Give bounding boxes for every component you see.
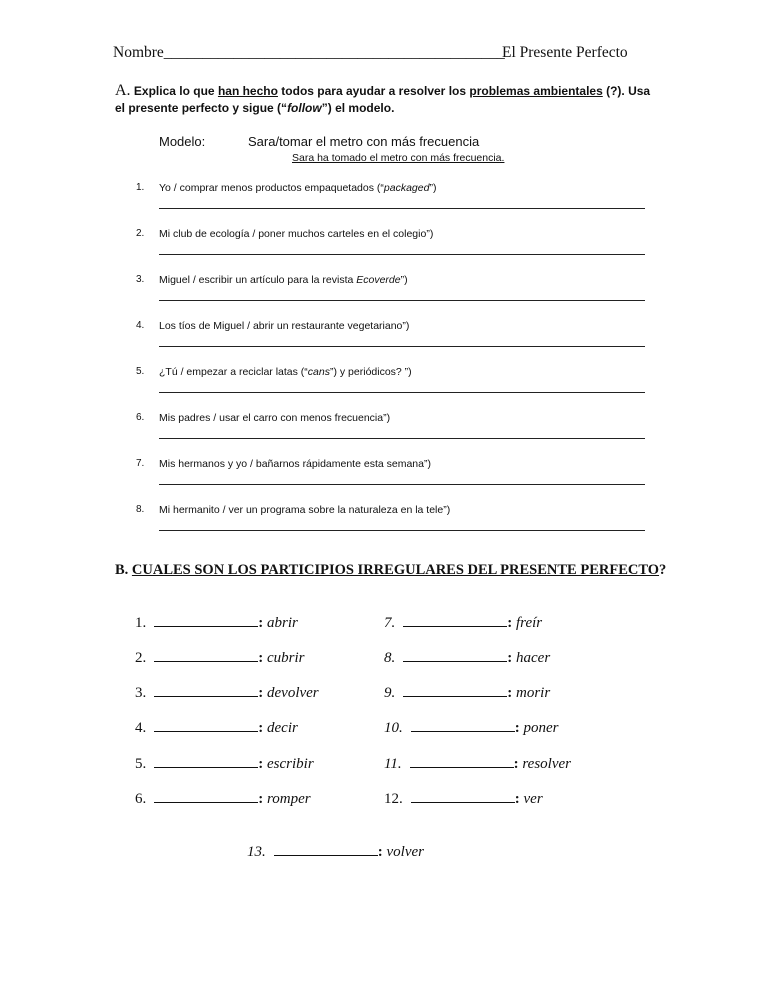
participle-item [384, 614, 542, 632]
name-label: Nombre [113, 44, 164, 61]
instr-italic-text: follow [287, 101, 322, 115]
participle-item [135, 684, 319, 702]
answer-line[interactable] [159, 300, 645, 301]
item-text: Mi club de ecología / poner muchos carteles en el colegio”) [159, 228, 434, 240]
verb-infinitive: ver [523, 791, 543, 807]
participle-blank[interactable] [154, 684, 258, 697]
item-text: Mis hermanos y yo / bañarnos rápidamente esta semana”) [159, 458, 431, 470]
colon: : [258, 685, 264, 701]
section-b-letter: B. [115, 562, 132, 578]
participle-number: 7. [384, 615, 396, 631]
colon: : [258, 791, 264, 807]
participle-blank[interactable] [403, 614, 507, 627]
item-number: 7. [136, 458, 145, 469]
name-field[interactable] [113, 44, 505, 62]
instr-underlined-text: han hecho [217, 84, 278, 98]
item-number: 1. [136, 182, 145, 193]
colon: : [258, 615, 264, 631]
answer-line[interactable] [159, 438, 645, 439]
section-b-heading: CUALES SON LOS PARTICIPIOS IRREGULARES DEL PRESENTE PERFECTO [131, 562, 660, 578]
participle-blank[interactable] [410, 755, 514, 768]
participle-blank[interactable] [411, 719, 515, 732]
colon: : [258, 756, 264, 772]
participle-item [135, 719, 298, 737]
verb-infinitive: cubrir [267, 650, 305, 666]
item-text: ¿Tú / empezar a reciclar latas (“ [159, 366, 308, 378]
participle-blank[interactable] [411, 790, 515, 803]
participle-blank[interactable] [154, 755, 258, 768]
participle-number: 2. [135, 650, 147, 666]
item-number: 5. [136, 366, 145, 377]
participle-number: 13. [247, 844, 266, 860]
item-text: ”) [400, 274, 408, 286]
item-number: 3. [136, 274, 145, 285]
verb-infinitive: resolver [522, 756, 571, 772]
instr-text: Explica lo que [133, 84, 218, 98]
item-text: ”) y periódicos? ”) [329, 366, 412, 378]
item-prompt [159, 320, 409, 332]
item-text: Los tíos de Miguel / abrir un restaurante vegetariano”) [159, 320, 410, 332]
colon: : [258, 650, 264, 666]
item-prompt [159, 412, 390, 424]
item-text: Mi hermanito / ver un programa sobre la naturaleza en la tele”) [159, 504, 451, 516]
participle-blank[interactable] [403, 684, 507, 697]
participle-blank[interactable] [154, 790, 258, 803]
answer-line[interactable] [159, 530, 645, 531]
item-text: Yo / comprar menos productos empaquetados (“ [159, 182, 384, 194]
colon: : [513, 756, 519, 772]
section-b-title [115, 562, 666, 579]
verb-infinitive: escribir [267, 756, 314, 772]
instr-text: (?). Usa [602, 84, 651, 98]
participle-item [384, 719, 559, 737]
item-number: 8. [136, 504, 145, 515]
verb-infinitive: morir [516, 685, 551, 701]
item-number: 4. [136, 320, 145, 331]
item-italic: Ecoverde [356, 274, 401, 286]
verb-infinitive: hacer [516, 650, 551, 666]
item-text: Mis padres / usar el carro con menos frecuencia”) [159, 412, 391, 424]
name-blank[interactable]: ____________________________________________ [163, 44, 505, 61]
exercise-item [0, 274, 768, 320]
participle-number: 11. [384, 756, 402, 772]
participle-number: 12. [384, 791, 403, 807]
participle-item [384, 755, 571, 773]
exercise-item [0, 412, 768, 458]
item-number: 6. [136, 412, 145, 423]
participle-blank[interactable] [154, 719, 258, 732]
exercise-item [0, 320, 768, 366]
participle-item [135, 790, 311, 808]
participle-number: 9. [384, 685, 396, 701]
participle-item [384, 684, 550, 702]
colon: : [507, 650, 513, 666]
participle-number: 8. [384, 650, 396, 666]
colon: : [377, 844, 383, 860]
instr-text: todos para ayudar a resolver los [277, 84, 470, 98]
verb-infinitive: romper [267, 791, 311, 807]
answer-line[interactable] [159, 484, 645, 485]
page-title: El Presente Perfecto [502, 44, 628, 61]
participle-blank[interactable] [154, 614, 258, 627]
colon: : [507, 615, 513, 631]
item-italic: packaged [383, 182, 430, 194]
item-prompt [159, 458, 431, 470]
model-prompt: Sara/tomar el metro con más frecuencia [248, 134, 480, 149]
participle-number: 6. [135, 791, 147, 807]
verb-infinitive: poner [523, 720, 559, 736]
verb-infinitive: devolver [267, 685, 319, 701]
participle-item [247, 843, 424, 861]
item-prompt [159, 228, 433, 240]
exercise-item [0, 504, 768, 550]
instr-underlined-text: problemas ambientales [469, 84, 603, 98]
participle-number: 3. [135, 685, 147, 701]
participle-item [135, 755, 314, 773]
colon: : [514, 720, 520, 736]
colon: : [514, 791, 520, 807]
participle-number: 1. [135, 615, 147, 631]
verb-infinitive: decir [267, 720, 298, 736]
item-text: ”) [429, 182, 437, 194]
colon: : [507, 685, 513, 701]
colon: : [258, 720, 264, 736]
model-label: Modelo: [159, 134, 206, 149]
item-prompt [159, 504, 450, 516]
exercise-item [0, 182, 768, 228]
answer-line[interactable] [159, 254, 645, 255]
section-a-instructions-line2 [115, 101, 394, 115]
participle-item [135, 614, 298, 632]
item-prompt [159, 274, 408, 286]
exercise-item [0, 228, 768, 274]
verb-infinitive: volver [386, 844, 424, 860]
participle-blank[interactable] [274, 843, 378, 856]
participle-blank[interactable] [403, 649, 507, 662]
section-a-letter: A. [115, 82, 131, 99]
model-answer: Sara ha tomado el metro con más frecuencia. [292, 152, 505, 164]
answer-line[interactable] [159, 346, 645, 347]
exercise-item [0, 366, 768, 412]
participle-item [384, 649, 550, 667]
item-prompt [159, 182, 436, 194]
section-a-instructions [115, 82, 650, 100]
exercise-item [0, 458, 768, 504]
participle-blank[interactable] [154, 649, 258, 662]
section-b-qmark: ? [659, 562, 667, 578]
item-text: Miguel / escribir un artículo para la revista [159, 274, 357, 286]
item-italic: cans [307, 366, 330, 378]
verb-infinitive: freír [516, 615, 543, 631]
instr-text: ”) el modelo. [321, 101, 395, 115]
participle-number: 5. [135, 756, 147, 772]
participle-item [135, 649, 305, 667]
participle-number: 10. [384, 720, 403, 736]
answer-line[interactable] [159, 392, 645, 393]
verb-infinitive: abrir [267, 615, 298, 631]
item-number: 2. [136, 228, 145, 239]
participle-number: 4. [135, 720, 147, 736]
item-prompt [159, 366, 412, 378]
participle-item [384, 790, 543, 808]
instr-text: el presente perfecto y sigue (“ [115, 101, 288, 115]
answer-line[interactable] [159, 208, 645, 209]
